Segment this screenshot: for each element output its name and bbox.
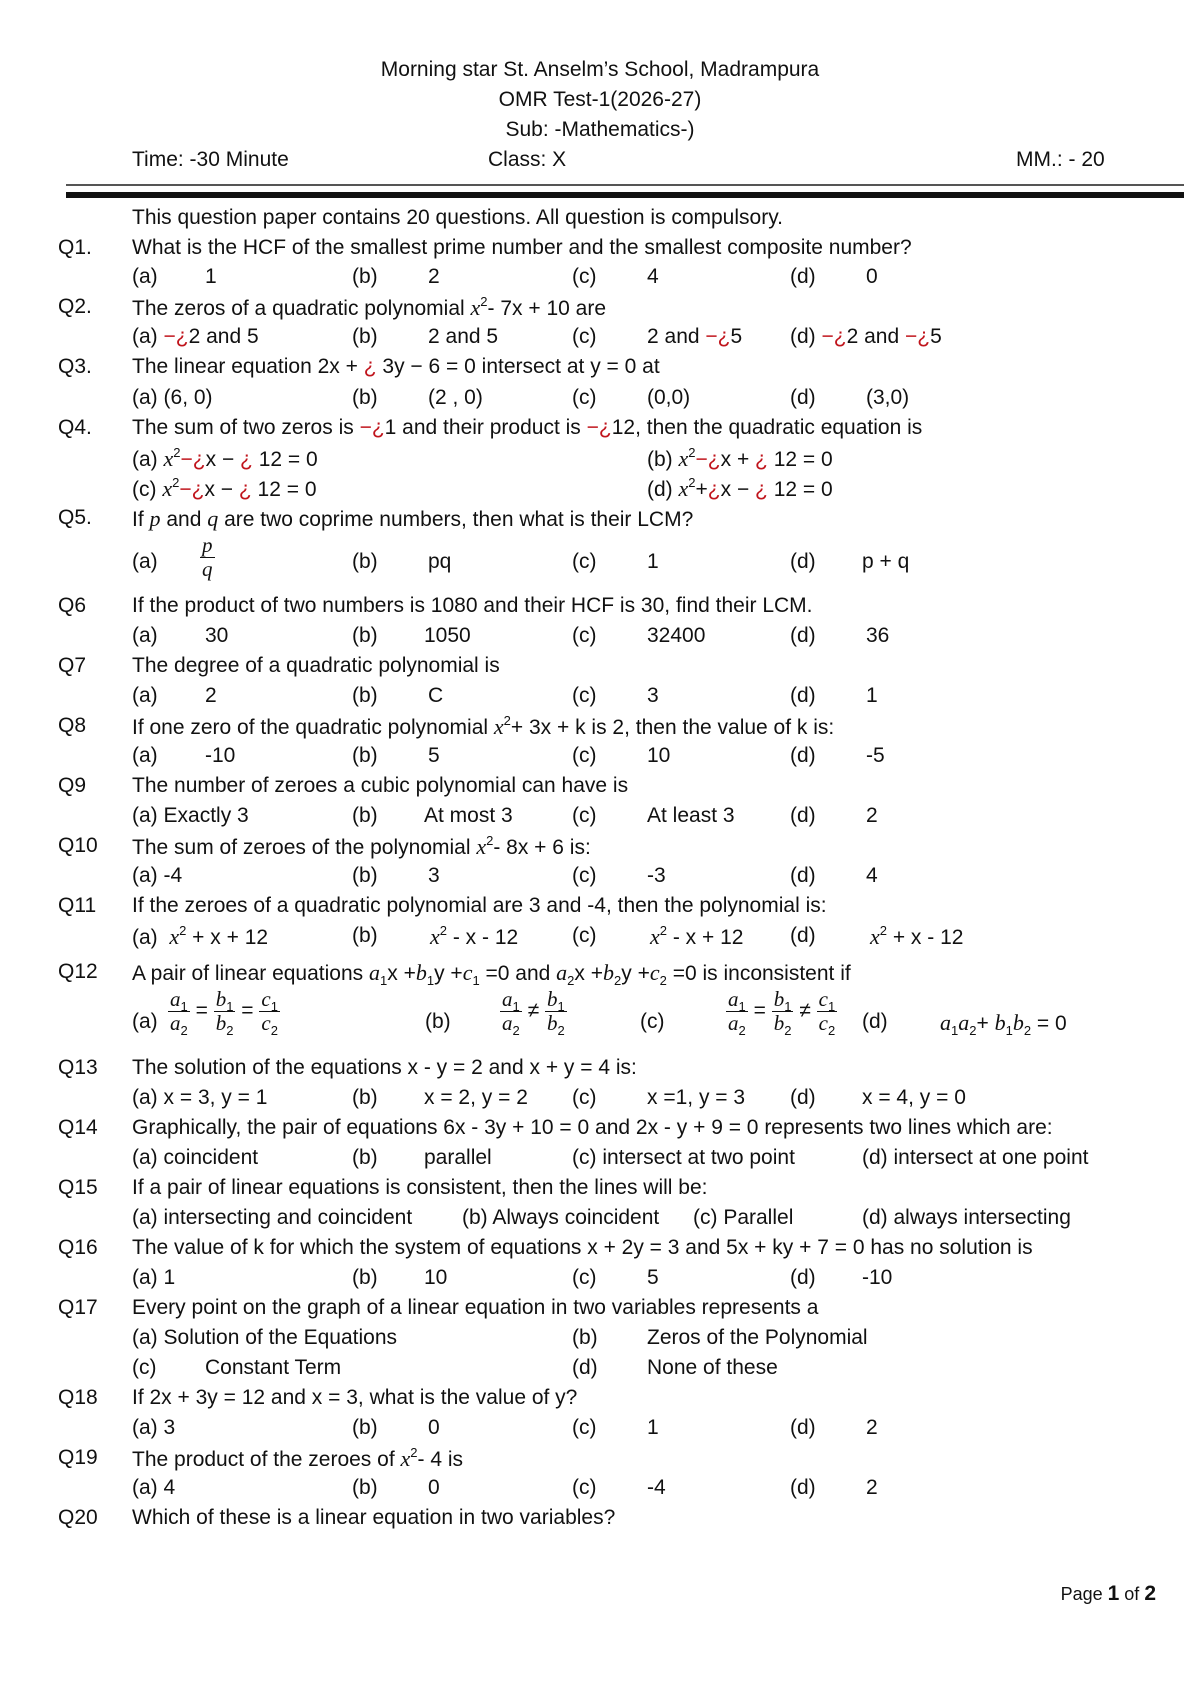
option-d-label: (d) bbox=[790, 386, 816, 409]
question-number: Q7 bbox=[58, 654, 87, 677]
option-a: (a) −¿2 and 5 bbox=[132, 325, 259, 348]
option-c: 1 bbox=[647, 1416, 659, 1439]
page-number: Page 1 of 2 bbox=[1060, 1582, 1156, 1605]
option-a: (a) $x^2-¿x$ − ¿ 12 = 0 bbox=[132, 445, 318, 471]
option-d-label: (d) bbox=[790, 684, 816, 707]
option-b-label: (b) bbox=[572, 1326, 598, 1349]
option-b: x = 2, y = 2 bbox=[424, 1086, 528, 1109]
option-d: (d) $x^2+¿x$ − ¿ 12 = 0 bbox=[647, 475, 833, 501]
option-d-label: (d) bbox=[862, 1010, 888, 1033]
option-d-label: (d) bbox=[790, 924, 816, 947]
question-text: The degree of a quadratic polynomial is bbox=[132, 654, 500, 677]
option-b: Zeros of the Polynomial bbox=[647, 1326, 868, 1349]
option-a-label: (a) bbox=[132, 744, 158, 767]
option-c-label: (c) bbox=[572, 325, 597, 348]
question-text: The value of k for which the system of equations x + 2y = 3 and 5x + ky + 7 = 0 has no solution is bbox=[132, 1236, 1033, 1259]
question-text: What is the HCF of the smallest prime number and the smallest composite number? bbox=[132, 236, 912, 259]
option-c: x =1, y = 3 bbox=[647, 1086, 746, 1109]
option-b: (b) Always coincident bbox=[462, 1206, 660, 1229]
option-b: 0 bbox=[428, 1476, 440, 1499]
option-b: 2 and 5 bbox=[428, 325, 499, 348]
question-number: Q19 bbox=[58, 1446, 98, 1469]
question-text: Which of these is a linear equation in two variables? bbox=[132, 1506, 616, 1529]
option-c: 10 bbox=[647, 744, 671, 767]
option-a-label: (a) bbox=[132, 265, 158, 288]
option-c: 5 bbox=[647, 1266, 659, 1289]
option-b: 3 bbox=[428, 864, 440, 887]
option-d: 2 bbox=[866, 1416, 878, 1439]
option-a: (a) -4 bbox=[132, 864, 183, 887]
option-d: 2 bbox=[866, 804, 878, 827]
option-c-label: (c) bbox=[572, 265, 597, 288]
option-c-label: (c) bbox=[572, 744, 597, 767]
question-text: The product of the zeroes of $x^2-$ 4 is bbox=[132, 1445, 464, 1471]
option-d-label: (d) bbox=[790, 1086, 816, 1109]
option-c: (c) Parallel bbox=[693, 1206, 794, 1229]
option-a-label: (a) bbox=[132, 624, 158, 647]
option-b: 5 bbox=[428, 744, 440, 767]
option-c-label: (c) bbox=[640, 1010, 665, 1033]
question-number: Q20 bbox=[58, 1506, 98, 1529]
question-text: If one zero of the quadratic polynomial $x^2+ 3x + k$ is 2, then the value of k is: bbox=[132, 713, 835, 739]
option-b: pq bbox=[428, 550, 452, 573]
option-d: $x^2 + x - 12$ bbox=[870, 923, 964, 949]
option-b-label: (b) bbox=[352, 1086, 378, 1109]
question-number: Q16 bbox=[58, 1236, 98, 1259]
option-b-label: (b) bbox=[352, 325, 378, 348]
option-d: x = 4, y = 0 bbox=[862, 1086, 966, 1109]
option-b: 0 bbox=[428, 1416, 440, 1439]
question-number: Q11 bbox=[58, 894, 97, 917]
option-d-label: (d) bbox=[790, 804, 816, 827]
question-number: Q1. bbox=[58, 236, 92, 259]
option-d: 1 bbox=[866, 684, 878, 707]
question-number: Q12 bbox=[58, 960, 98, 983]
option-a-label: (a) bbox=[132, 1010, 158, 1033]
question-text: The sum of zeroes of the polynomial $x^2-$ 8x + 6 is: bbox=[132, 833, 591, 859]
option-c: -3 bbox=[647, 864, 666, 887]
option-d-label: (d) bbox=[790, 1266, 816, 1289]
option-c: 1 bbox=[647, 550, 659, 573]
option-b: 10 bbox=[424, 1266, 448, 1289]
header-rule-thin bbox=[66, 184, 1184, 186]
option-c: At least 3 bbox=[647, 804, 735, 827]
option-a-fraction: $\frac{p}{q}$ bbox=[202, 533, 213, 582]
question-number: Q10 bbox=[58, 834, 98, 857]
option-b: (b) $x^2-¿x$ + ¿ 12 = 0 bbox=[647, 445, 833, 471]
option-b: (2 , 0) bbox=[428, 386, 483, 409]
option-b: 1050 bbox=[424, 624, 471, 647]
option-c-label: (c) bbox=[572, 1476, 597, 1499]
option-c-label: (c) bbox=[572, 624, 597, 647]
question-number: Q15 bbox=[58, 1176, 98, 1199]
option-c: 4 bbox=[647, 265, 659, 288]
option-d-label: (d) bbox=[790, 1476, 816, 1499]
option-c: 2 and −¿5 bbox=[647, 325, 743, 348]
option-a: (a) 1 bbox=[132, 1266, 176, 1289]
option-c-label: (c) bbox=[572, 550, 597, 573]
option-b-label: (b) bbox=[352, 1476, 378, 1499]
test-title: OMR Test-1(2026-27) bbox=[498, 88, 702, 111]
option-d: (3,0) bbox=[866, 386, 910, 409]
option-a: (a) x = 3, y = 1 bbox=[132, 1086, 268, 1109]
option-a-label: (a) bbox=[132, 684, 158, 707]
question-number: Q13 bbox=[58, 1056, 98, 1079]
question-number: Q5. bbox=[58, 506, 92, 529]
option-a: (a) (6, 0) bbox=[132, 386, 213, 409]
option-c-label: (c) bbox=[572, 1416, 597, 1439]
question-number: Q14 bbox=[58, 1116, 98, 1139]
question-text: The linear equation 2x + ¿ 3y − 6 = 0 intersect at y = 0 at bbox=[132, 355, 660, 378]
option-c-label: (c) bbox=[572, 864, 597, 887]
option-d: 2 bbox=[866, 1476, 878, 1499]
question-text: If p and q are two coprime numbers, then what is their LCM? bbox=[132, 506, 694, 531]
option-b-label: (b) bbox=[352, 1146, 378, 1169]
option-a-label: (a) bbox=[132, 550, 158, 573]
option-d: (d) always intersecting bbox=[862, 1206, 1071, 1229]
question-text: If the product of two numbers is 1080 and their HCF is 30, find their LCM. bbox=[132, 594, 813, 617]
option-d-label: (d) bbox=[790, 1416, 816, 1439]
question-text: The sum of two zeros is −¿1 and their product is −¿12, then the quadratic equation is bbox=[132, 416, 923, 439]
option-b-label: (b) bbox=[352, 924, 378, 947]
class-info: Class: X bbox=[488, 148, 567, 171]
option-d: 4 bbox=[866, 864, 878, 887]
max-marks: MM.: - 20 bbox=[1016, 148, 1105, 171]
option-c-ratio: $\frac{a_1}{a_2}$ = $\frac{b_1}{b_2}$ ≠ $\frac{c_1}{c_2}$ bbox=[728, 987, 836, 1039]
option-a: (a) Exactly 3 bbox=[132, 804, 249, 827]
subject: Sub: -Mathematics-) bbox=[505, 118, 695, 141]
option-b-label: (b) bbox=[352, 1266, 378, 1289]
option-d-label: (d) bbox=[790, 550, 816, 573]
option-c: 32400 bbox=[647, 624, 706, 647]
question-text: The number of zeroes a cubic polynomial can have is bbox=[132, 774, 629, 797]
question-number: Q4. bbox=[58, 416, 92, 439]
option-b-label: (b) bbox=[352, 265, 378, 288]
option-a: (a) coincident bbox=[132, 1146, 259, 1169]
option-a: (a) $x^2 + x + 12$ bbox=[132, 923, 269, 949]
option-b-label: (b) bbox=[352, 744, 378, 767]
option-d-label: (d) bbox=[790, 864, 816, 887]
instructions: This question paper contains 20 questions. All question is compulsory. bbox=[132, 206, 783, 229]
option-c-label: (c) bbox=[132, 1356, 157, 1379]
option-b-label: (b) bbox=[352, 804, 378, 827]
option-c: (0,0) bbox=[647, 386, 691, 409]
question-number: Q2. bbox=[58, 295, 92, 318]
option-b-label: (b) bbox=[352, 624, 378, 647]
option-b-label: (b) bbox=[352, 386, 378, 409]
option-b: At most 3 bbox=[424, 804, 513, 827]
option-a: (a) 4 bbox=[132, 1476, 176, 1499]
question-text: The zeros of a quadratic polynomial $x^2-$ 7x + 10 are bbox=[132, 294, 606, 320]
option-d-label: (d) bbox=[790, 744, 816, 767]
option-b-label: (b) bbox=[425, 1010, 451, 1033]
question-text: If a pair of linear equations is consistent, then the lines will be: bbox=[132, 1176, 708, 1199]
option-c: $x^2 - x + 12$ bbox=[650, 923, 744, 949]
option-b: parallel bbox=[424, 1146, 492, 1169]
option-c-label: (c) bbox=[572, 1266, 597, 1289]
time-info: Time: -30 Minute bbox=[132, 148, 289, 171]
option-c: -4 bbox=[647, 1476, 666, 1499]
option-b: 2 bbox=[428, 265, 440, 288]
option-c: Constant Term bbox=[205, 1356, 342, 1379]
option-c-label: (c) bbox=[572, 386, 597, 409]
option-c-label: (c) bbox=[572, 924, 597, 947]
question-number: Q6 bbox=[58, 594, 87, 617]
question-text: The solution of the equations x - y = 2 and x + y = 4 is: bbox=[132, 1056, 637, 1079]
option-d-label: (d) bbox=[790, 624, 816, 647]
option-d: 36 bbox=[866, 624, 890, 647]
option-c: 3 bbox=[647, 684, 659, 707]
option-a: -10 bbox=[205, 744, 236, 767]
option-b-label: (b) bbox=[352, 550, 378, 573]
school-name: Morning star St. Anselm’s School, Madrampura bbox=[380, 58, 820, 81]
option-d: (d) −¿2 and −¿5 bbox=[790, 325, 942, 348]
option-c-label: (c) bbox=[572, 1086, 597, 1109]
option-a: 30 bbox=[205, 624, 229, 647]
option-d: -5 bbox=[866, 744, 885, 767]
question-text: If 2x + 3y = 12 and x = 3, what is the value of y? bbox=[132, 1386, 578, 1409]
option-b: $x^2$ - x - 12 bbox=[430, 923, 519, 949]
option-a: (a) Solution of the Equations bbox=[132, 1326, 398, 1349]
question-number: Q17 bbox=[58, 1296, 98, 1319]
option-d: $a_1a_2+ b_1b_2 = 0$ bbox=[940, 1010, 1067, 1039]
option-b-label: (b) bbox=[352, 864, 378, 887]
question-text: If the zeroes of a quadratic polynomial are 3 and -4, then the polynomial is: bbox=[132, 894, 827, 917]
option-a: (a) intersecting and coincident bbox=[132, 1206, 413, 1229]
option-c: (c) $x^2-¿x$ − ¿ 12 = 0 bbox=[132, 475, 317, 501]
option-a-ratio: $\frac{a_1}{a_2}$ = $\frac{b_1}{b_2}$ = $\frac{c_1}{c_2}$ bbox=[170, 987, 278, 1039]
question-text: Every point on the graph of a linear equation in two variables represents a bbox=[132, 1296, 819, 1319]
option-b-label: (b) bbox=[352, 684, 378, 707]
option-b-ratio: $\frac{a_1}{a_2}$ ≠ $\frac{b_1}{b_2}$ bbox=[502, 987, 565, 1039]
question-number: Q9 bbox=[58, 774, 87, 797]
question-number: Q8 bbox=[58, 714, 87, 737]
option-a: 1 bbox=[205, 265, 217, 288]
option-c: (c) intersect at two point bbox=[572, 1146, 795, 1169]
option-d: -10 bbox=[862, 1266, 893, 1289]
option-a: (a) 3 bbox=[132, 1416, 176, 1439]
option-b: C bbox=[428, 684, 444, 707]
option-d: None of these bbox=[647, 1356, 778, 1379]
option-c-label: (c) bbox=[572, 804, 597, 827]
option-d-label: (d) bbox=[790, 265, 816, 288]
option-d: p + q bbox=[862, 550, 910, 573]
question-text: A pair of linear equations $a_1x +b_1y +c_1 =0$ and $a_2x +b_2y +c_2 =0$ is inconsistent if bbox=[132, 960, 851, 989]
question-text: Graphically, the pair of equations 6x - 3y + 10 = 0 and 2x - y + 9 = 0 represents two lines which are: bbox=[132, 1116, 1053, 1139]
option-c-label: (c) bbox=[572, 684, 597, 707]
question-number: Q18 bbox=[58, 1386, 98, 1409]
header-rule-thick bbox=[66, 192, 1184, 198]
question-number: Q3. bbox=[58, 355, 92, 378]
option-b-label: (b) bbox=[352, 1416, 378, 1439]
option-d: (d) intersect at one point bbox=[862, 1146, 1089, 1169]
option-d: 0 bbox=[866, 265, 878, 288]
option-a: 2 bbox=[205, 684, 217, 707]
option-d-label: (d) bbox=[572, 1356, 598, 1379]
